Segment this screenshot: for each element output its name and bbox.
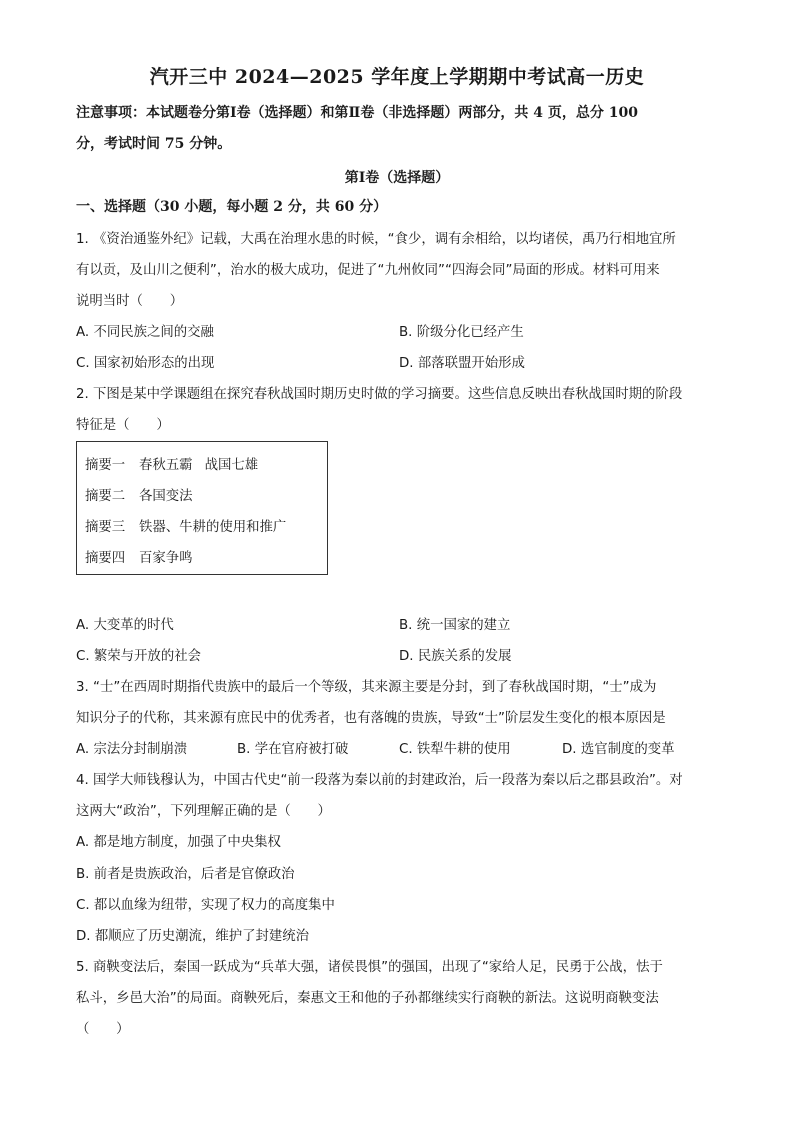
- option-b[interactable]: B. 阶级分化已经产生: [399, 325, 524, 340]
- option-c[interactable]: C. 铁犁牛耕的使用: [399, 742, 511, 757]
- question-1-text: 说明当时（ ）: [76, 294, 184, 309]
- section-title: 一、选择题（30 小题，每小题 2 分，共 60 分）: [76, 199, 388, 215]
- summary-key: 摘要三: [85, 520, 126, 535]
- question-5-text: （ ）: [76, 1022, 130, 1037]
- notice-line: 注意事项：本试题卷分第Ⅰ卷（选择题）和第Ⅱ卷（非选择题）两部分，共 4 页，总分 100: [76, 105, 638, 121]
- option-d[interactable]: D. 选官制度的变革: [562, 742, 675, 757]
- summary-key: 摘要一: [85, 458, 126, 473]
- question-4-text: 这两大“政治”，下列理解正确的是（ ）: [76, 804, 331, 819]
- option-a[interactable]: A. 不同民族之间的交融: [76, 325, 214, 340]
- option-c[interactable]: C. 国家初始形态的出现: [76, 356, 215, 371]
- option-b[interactable]: B. 前者是贵族政治，后者是官僚政治: [76, 867, 295, 882]
- question-5-text: 5. 商鞅变法后，秦国一跃成为“兵革大强，诸侯畏惧”的强国，出现了“家给人足，民勇于公战，怯于: [76, 960, 663, 975]
- summary-item: 百家争鸣: [139, 551, 193, 566]
- summary-item: 春秋五霸: [139, 458, 193, 473]
- question-3-text: 知识分子的代称，其来源有庶民中的优秀者，也有落魄的贵族，导致“士”阶层发生变化的根本原因是: [76, 711, 666, 726]
- question-3-text: 3. “士”在西周时期指代贵族中的最后一个等级，其来源主要是分封，到了春秋战国时期，“士”成为: [76, 680, 657, 695]
- summary-item: 战国七雄: [204, 458, 259, 473]
- exam-title: 汽开三中 2024—2025 学年度上学期期中考试高一历史: [149, 66, 645, 88]
- option-a[interactable]: A. 宗法分封制崩溃: [76, 742, 188, 757]
- option-b[interactable]: B. 统一国家的建立: [399, 618, 511, 633]
- summary-row: [85, 454, 258, 473]
- question-2-text: 特征是（ ）: [76, 418, 170, 433]
- option-b[interactable]: B. 学在官府被打破: [237, 742, 349, 757]
- option-d[interactable]: D. 民族关系的发展: [399, 649, 512, 664]
- notice-line: 分，考试时间 75 分钟。: [76, 136, 232, 152]
- summary-key: 摘要二: [85, 489, 126, 504]
- summary-row: [85, 485, 193, 504]
- option-c[interactable]: C. 繁荣与开放的社会: [76, 649, 201, 664]
- summary-box: [76, 441, 328, 575]
- summary-row: [85, 547, 193, 566]
- question-1-text: 有以贡，及山川之便利”，治水的极大成功，促进了“九州攸同”“四海会同”局面的形成。材料可用来: [76, 263, 660, 278]
- option-a[interactable]: A. 都是地方制度，加强了中央集权: [76, 835, 281, 850]
- option-c[interactable]: C. 都以血缘为纽带，实现了权力的高度集中: [76, 898, 335, 913]
- question-4-text: 4. 国学大师钱穆认为，中国古代史“前一段落为秦以前的封建政治，后一段落为秦以后之郡县政治”。对: [76, 773, 683, 788]
- summary-key: 摘要四: [85, 551, 126, 566]
- question-5-text: 私斗，乡邑大治”的局面。商鞅死后，秦惠文王和他的子孙都继续实行商鞅的新法。这说明商鞅变法: [76, 991, 659, 1006]
- question-2-text: 2. 下图是某中学课题组在探究春秋战国时期历史时做的学习摘要。这些信息反映出春秋战国时期的阶段: [76, 387, 683, 402]
- volume-title: 第Ⅰ卷（选择题）: [344, 170, 450, 186]
- summary-item: 铁器、牛耕的使用和推广: [139, 520, 287, 535]
- option-d[interactable]: D. 部落联盟开始形成: [399, 356, 525, 371]
- question-1-text: 1. 《资治通鉴外纪》记载，大禹在治理水患的时候，“食少，调有余相给，以均诸侯，禹乃行相地宜所: [76, 232, 676, 247]
- option-a[interactable]: A. 大变革的时代: [76, 618, 174, 633]
- summary-item: 各国变法: [139, 489, 193, 504]
- option-d[interactable]: D. 都顺应了历史潮流，维护了封建统治: [76, 929, 310, 944]
- summary-row: [85, 516, 286, 535]
